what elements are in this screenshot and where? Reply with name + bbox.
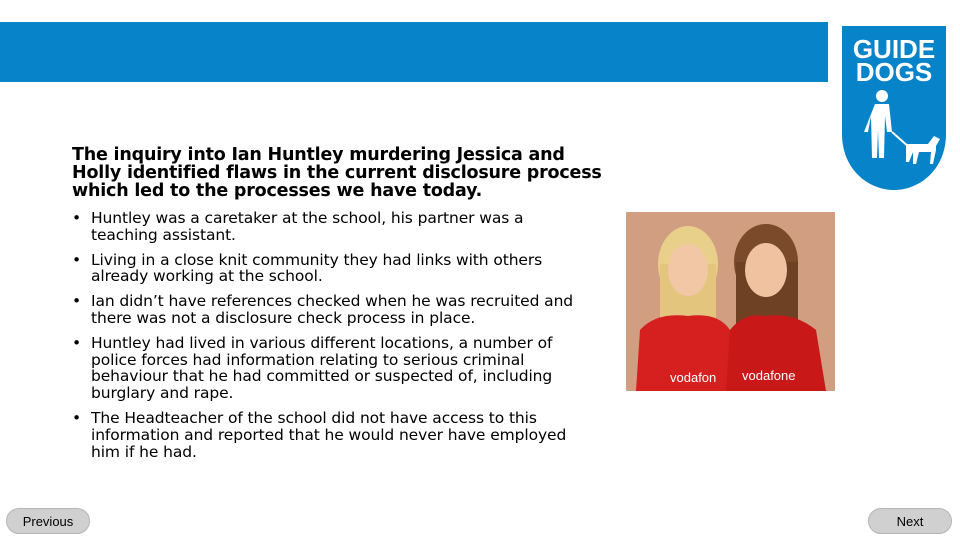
list-item bbox=[72, 410, 592, 460]
page-heading: The inquiry into Ian Huntley murdering Jessica and Holly identified flaws in the current disclosure process which led to the processes we have today. bbox=[72, 145, 602, 201]
bullet-text: Ian didn’t have references checked when he was recruited and there was not a disclosure check process in place. bbox=[91, 292, 574, 327]
photo-two-girls bbox=[626, 212, 835, 391]
bullet-text: Huntley had lived in various different locations, a number of police forces had information relating to serious criminal behaviour that he had committed or suspected of, including burglary and rape. bbox=[91, 333, 553, 403]
bullet-icon: • bbox=[72, 250, 82, 269]
list-item bbox=[72, 252, 592, 286]
bullet-icon: • bbox=[72, 209, 82, 227]
logo-text-line2: DOGS bbox=[855, 57, 933, 87]
bullet-icon: • bbox=[72, 292, 82, 311]
bullet-list bbox=[72, 210, 592, 468]
shirt-text-left: vodafon bbox=[670, 370, 717, 385]
bullet-icon: • bbox=[72, 333, 82, 352]
bullet-text: Living in a close knit community they had links with others already working at the school. bbox=[91, 250, 543, 286]
bullet-text: The Headteacher of the school did not have access to this information and reported that he would never have employed him if he had. bbox=[91, 408, 567, 461]
shirt-text-right: vodafone bbox=[742, 368, 796, 383]
next-button[interactable]: Next bbox=[868, 508, 952, 534]
list-item bbox=[72, 210, 592, 244]
header-bar bbox=[0, 22, 828, 82]
logo-text-line1: GUIDE bbox=[852, 34, 936, 64]
previous-button[interactable]: Previous bbox=[6, 508, 90, 534]
bullet-text: Huntley was a caretaker at the school, his partner was a teaching assistant. bbox=[91, 209, 524, 244]
list-item bbox=[72, 293, 592, 327]
bullet-icon: • bbox=[72, 408, 82, 427]
list-item bbox=[72, 335, 592, 402]
guide-dogs-logo bbox=[840, 24, 948, 190]
